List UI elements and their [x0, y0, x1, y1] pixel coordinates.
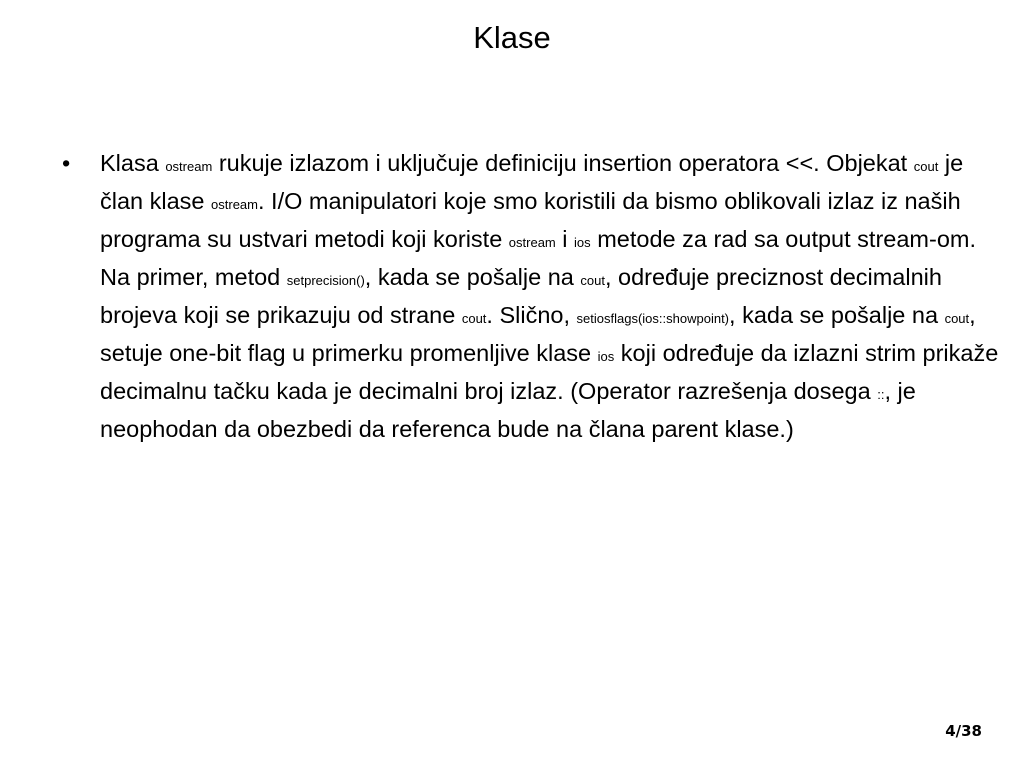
- text-segment: , setuje one-bit flag u primerku promenljive klase: [100, 302, 976, 366]
- code-term: setiosflags(ios::showpoint): [576, 311, 730, 326]
- slide-title: Klase: [473, 20, 551, 55]
- code-term: setprecision(): [286, 273, 365, 288]
- text-segment: je član klase: [100, 150, 964, 214]
- text-segment: Klasa: [100, 150, 166, 176]
- text-segment: , kada se pošalje na: [729, 302, 945, 328]
- code-term: ios: [597, 349, 615, 364]
- text-segment: koji određuje da izlazni strim prikaže decimalnu tačku kada je decimalni broj izlaz. (Operator razrešenja dosega: [100, 340, 999, 404]
- body-text: [100, 150, 998, 442]
- code-term: cout: [461, 311, 487, 326]
- code-term: ostream: [211, 197, 258, 212]
- text-segment: i: [555, 226, 575, 252]
- code-term: cout: [580, 273, 605, 288]
- code-term: ::: [877, 387, 885, 402]
- page-number: 4/38: [945, 722, 982, 740]
- bullet-item: [60, 146, 1000, 446]
- bullet-list: [60, 146, 1000, 446]
- text-segment: metode za rad sa output stream-om. Na primer, metod: [100, 226, 976, 290]
- text-segment: rukuje izlazom i uključuje definiciju insertion operatora <<. Objekat: [212, 150, 914, 176]
- text-segment: , određuje preciznost decimalnih brojeva koji se prikazuju od strane: [100, 264, 942, 328]
- code-term: ios: [574, 235, 591, 250]
- bullet-icon: •: [62, 150, 71, 176]
- text-segment: , je neophodan da obezbedi da referenca bude na člana parent klase.): [100, 378, 916, 442]
- text-segment: . I/O manipulatori koje smo koristili da bismo oblikovali izlaz iz naših programa su ustvari metodi koji koriste: [100, 188, 961, 252]
- text-segment: . Slično,: [486, 302, 577, 328]
- code-term: ostream: [165, 159, 213, 174]
- text-segment: , kada se pošalje na: [364, 264, 581, 290]
- code-term: cout: [944, 311, 970, 326]
- code-term: cout: [913, 159, 939, 174]
- code-term: ostream: [508, 235, 556, 250]
